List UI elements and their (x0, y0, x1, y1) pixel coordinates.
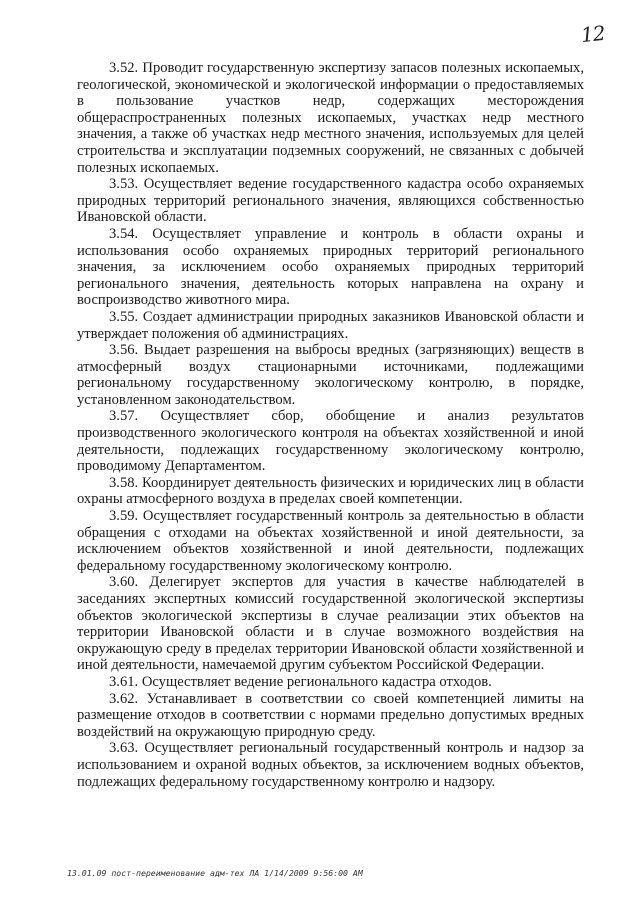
clause-3-63 (77, 740, 584, 790)
clause-3-54 (77, 226, 584, 309)
clause-number: 3.52. (109, 60, 139, 76)
clause-number: 3.53. (109, 176, 139, 193)
clause-3-53 (77, 176, 584, 226)
clause-3-56 (77, 342, 584, 408)
clause-number: 3.55. (109, 308, 139, 325)
clause-text: Осуществляет сбор, обобщение и анализ результатов производственного экологического контроля на объектах хозяйственной и иной деятельности, подлежащих государственному экологическому контролю, проводимому Департаментом. (77, 408, 584, 475)
clause-text: Координирует деятельность физических и юридических лиц в области охраны атмосферного воздуха в пределах своей компетенции. (77, 474, 584, 508)
clause-text: Осуществляет ведение государственного кадастра особо охраняемых природных территорий регионального значения, являющихся собственностью Ивановской области. (77, 176, 584, 226)
clause-3-55 (77, 309, 584, 342)
clause-3-58 (77, 475, 584, 508)
clause-text: Создает администрации природных заказников Ивановской области и утверждает положения об администрациях. (77, 308, 585, 342)
clause-number: 3.62. (109, 690, 139, 707)
document-body (77, 60, 584, 790)
clause-3-59 (77, 508, 584, 574)
clause-number: 3.57. (109, 408, 139, 425)
clause-3-62 (77, 691, 584, 741)
clause-text: Осуществляет ведение регионального кадастра отходов. (141, 673, 492, 690)
clause-3-60 (77, 574, 584, 674)
clause-number: 3.60. (109, 574, 139, 591)
clause-number: 3.58. (109, 474, 139, 491)
clause-number: 3.63. (109, 740, 139, 757)
clause-text: Выдает разрешения на выбросы вредных (загрязняющих) веществ в атмосферный воздух стационарными источниками, подлежащими региональному государственному экологическому контролю, в порядке, установленном законодательством. (77, 342, 584, 408)
clause-text: Делегирует экспертов для участия в качестве наблюдателей в заседаниях экспертных комиссий государственной экологической экспертизы объектов экологической экспертизы в случае реализации этих объектов на территории Ивановской области и в случае возможного воздействия на окружающую среду в пределах территории Ивановской области хозяйственной и иной деятельности, намечаемой другим субъектом Российской Федерации. (77, 574, 584, 674)
page-number: 12 (579, 20, 606, 48)
clause-text: Осуществляет региональный государственный контроль и надзор за использованием и охраной водных объектов, за исключением водных объектов, подлежащих федеральному государственному контролю и надзору. (77, 740, 584, 790)
clause-3-52 (77, 60, 584, 176)
clause-number: 3.59. (109, 508, 139, 525)
clause-number: 3.56. (109, 342, 139, 359)
clause-3-57 (77, 408, 584, 474)
document-footer: 13.01.09 пост-переименование адм-тех ЛА 1/14/2009 9:56:00 AM (67, 868, 363, 878)
clause-text: Осуществляет государственный контроль за деятельностью в области обращения с отходами на объектах хозяйственной и иной деятельности, за исключением объектов хозяйственной и иной деятельности, подлежащих федеральному государственному экологическому контролю. (77, 508, 584, 574)
clause-text: Проводит государственную экспертизу запасов полезных ископаемых, геологической, экономической и экологической информации о предоставляемых в пользование участков недр, содержащих месторождения общераспространенных полезных ископаемых, участках недр местного значения, а также об участках недр местного значения, используемых для целей строительства и эксплуатации подземных сооружений, не связанных с добычей полезных ископаемых. (77, 60, 584, 176)
clause-text: Устанавливает в соответствии со своей компетенцией лимиты на размещение отходов в соответствии с нормами предельно допустимых вредных воздействий на окружающую природную среду. (77, 690, 584, 740)
clause-number: 3.61. (109, 673, 139, 690)
clause-text: Осуществляет управление и контроль в области охраны и использования особо охраняемых природных территорий регионального значения, за исключением особо охраняемых природных территорий регионального значения, деятельность которых направлена на охрану и воспроизводство животного мира. (77, 225, 584, 309)
clause-3-61 (77, 674, 584, 691)
clause-number: 3.54. (109, 225, 139, 242)
